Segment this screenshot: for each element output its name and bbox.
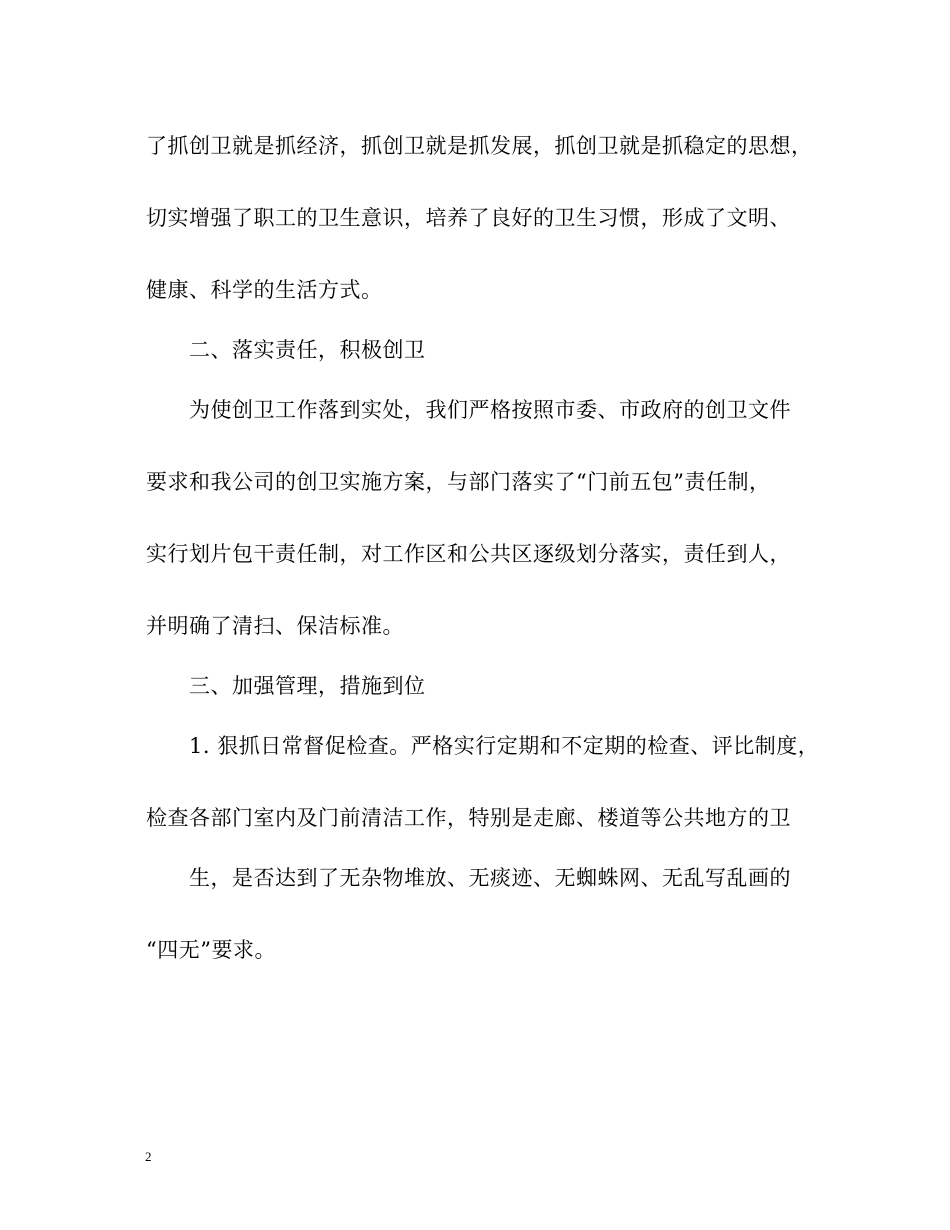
body-text-line: 切实增强了职工的卫生意识，培养了良好的卫生习惯，形成了文明、 — [146, 206, 791, 230]
section-heading: 三、加强管理，措施到位 — [189, 674, 426, 698]
body-text-line: 了抓创卫就是抓经济，抓创卫就是抓发展，抓创卫就是抓稳定的思想， — [146, 134, 813, 158]
body-text-line: 健康、科学的生活方式。 — [146, 278, 383, 302]
page-number: 2 — [145, 1149, 152, 1164]
section-heading: 二、落实责任，积极创卫 — [189, 338, 426, 362]
body-text-line: 检查各部门室内及门前清洁工作，特别是走廊、楼道等公共地方的卫 — [146, 806, 791, 830]
body-text-line: 生，是否达到了无杂物堆放、无痰迹、无蜘蛛网、无乱写乱画的 — [189, 866, 791, 890]
body-text-line: 实行划片包干责任制，对工作区和公共区逐级划分落实，责任到人， — [146, 542, 791, 566]
body-text-line: “四无”要求。 — [146, 938, 276, 962]
body-text-line: 1. 狠抓日常督促检查。严格实行定期和不定期的检查、评比制度， — [189, 734, 820, 758]
body-text-line: 并明确了清扫、保洁标准。 — [146, 614, 404, 638]
body-text-line: 要求和我公司的创卫实施方案，与部门落实了“门前五包”责任制， — [146, 470, 771, 494]
body-text-line: 为使创卫工作落到实处，我们严格按照市委、市政府的创卫文件 — [189, 398, 791, 422]
